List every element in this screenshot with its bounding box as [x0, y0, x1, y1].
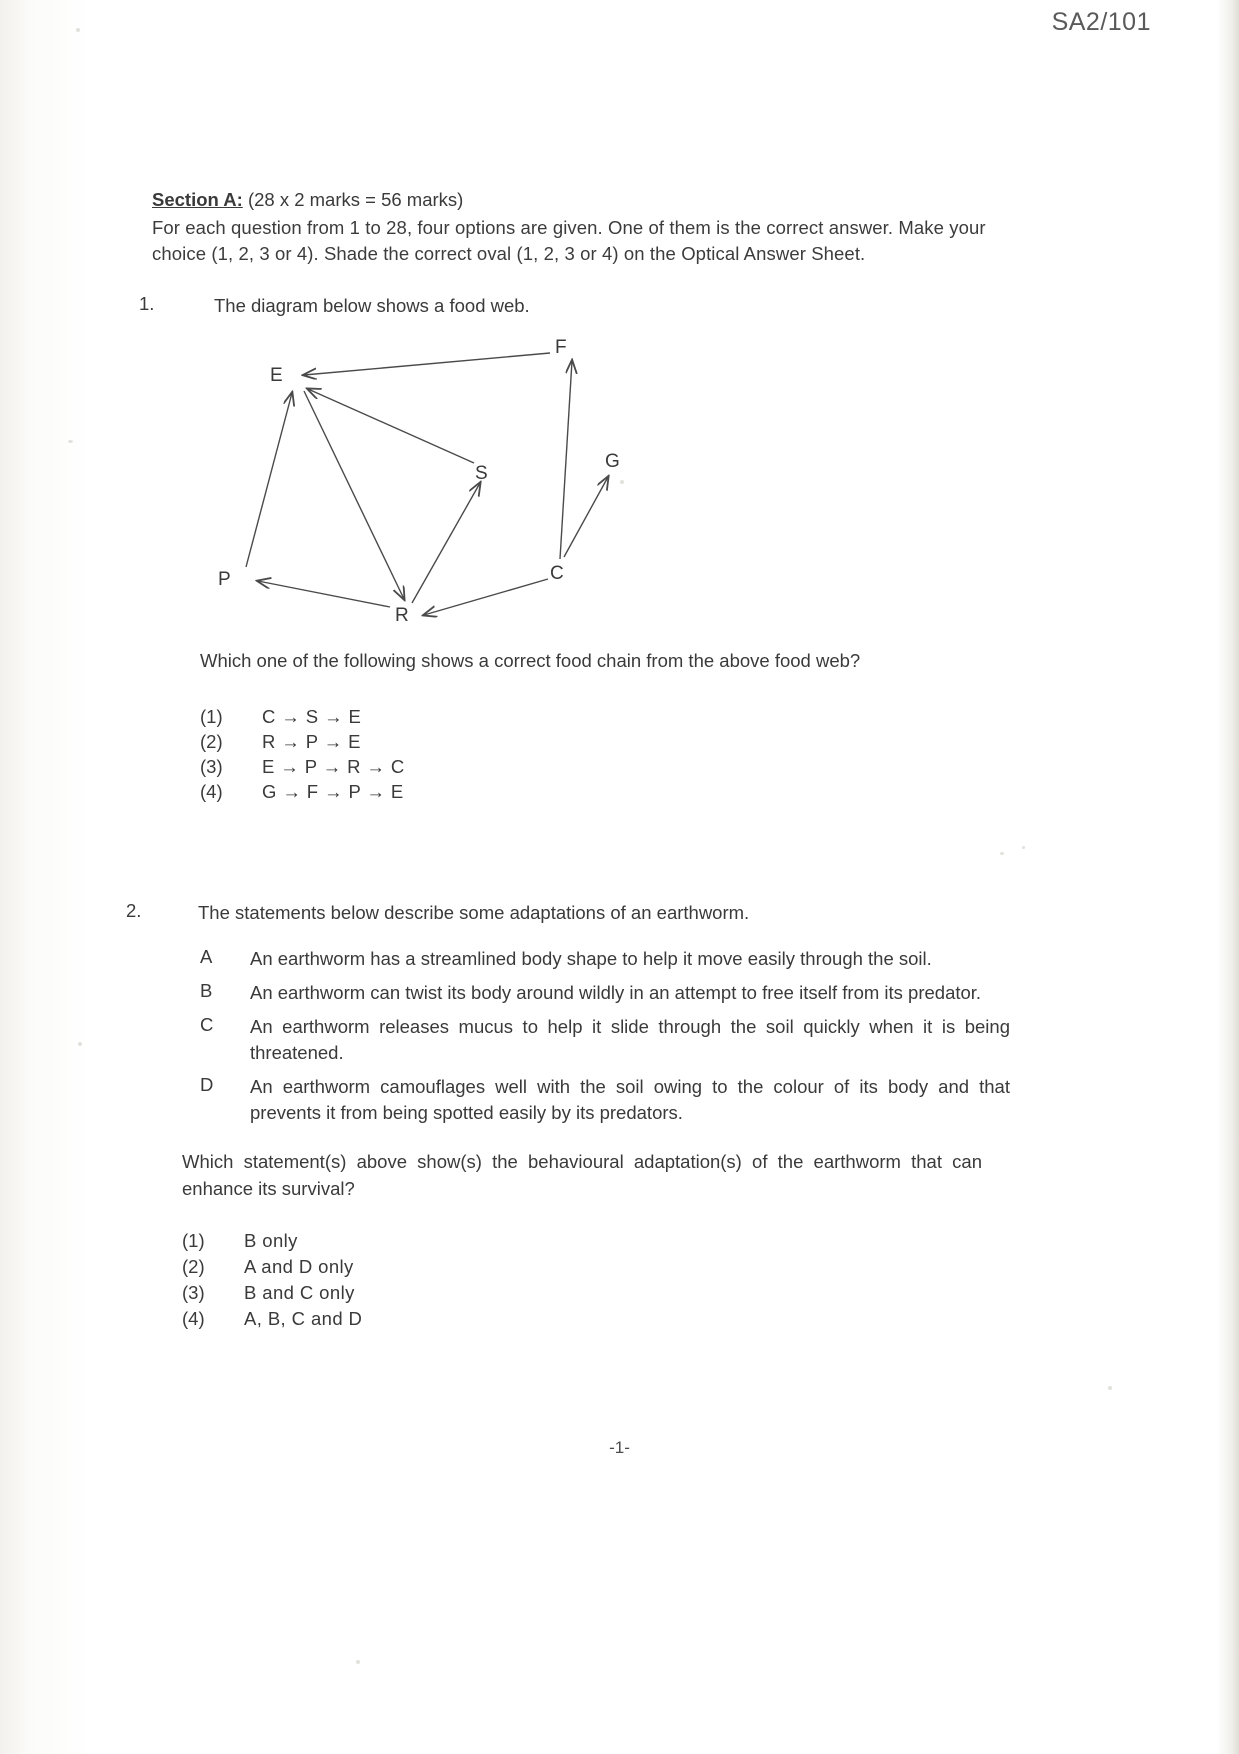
option-row[interactable] [182, 1228, 1022, 1254]
question-stem: The diagram below shows a food web. [214, 295, 530, 316]
scan-speck [76, 28, 80, 32]
statement-text: An earthworm camouflages well with the soil owing to the colour of its body and that prevents it from being spotted easily by its predators. [250, 1076, 1010, 1123]
scan-speck [1022, 846, 1025, 849]
statement-row [200, 1074, 1022, 1126]
node-label-P: P [218, 569, 231, 590]
statement-text: An earthworm can twist its body around wildly in an attempt to free itself from its predator. [250, 982, 982, 1003]
option-key: (4) [200, 781, 223, 802]
option-key: (1) [182, 1230, 205, 1251]
option-row[interactable] [200, 779, 1022, 804]
question-stem: The statements below describe some adaptations of an earthworm. [198, 902, 750, 923]
statement-key: A [200, 946, 213, 967]
question-1 [139, 293, 1022, 804]
option-key: (2) [182, 1256, 205, 1277]
option-text: C → S → E [262, 706, 362, 727]
question-2-sub-question: Which statement(s) above show(s) the behavioural adaptation(s) of the earthworm that can enhance its survival? [182, 1151, 982, 1199]
node-label-R: R [395, 605, 409, 626]
option-text: B and C only [244, 1282, 355, 1303]
section-instructions: For each question from 1 to 28, four options are given. One of them is the correct answer. Make your choice (1, 2, 3 or 4). Shade the correct oval (1, 2, 3 or 4) on the Optical Answer Sheet. [152, 217, 986, 264]
question-number: 1. [139, 293, 155, 314]
option-key: (3) [200, 756, 223, 777]
option-text: R → P → E [262, 731, 361, 752]
node-label-C: C [550, 563, 564, 584]
node-label-G: G [605, 451, 620, 472]
statement-text: An earthworm has a streamlined body shape to help it move easily through the soil. [250, 948, 932, 969]
option-row[interactable] [182, 1280, 1022, 1306]
option-row[interactable] [182, 1254, 1022, 1280]
page-number: -1- [609, 1438, 630, 1457]
option-row[interactable] [200, 704, 1022, 729]
scan-speck [78, 1042, 82, 1046]
statement-key: C [200, 1014, 214, 1035]
option-key: (3) [182, 1282, 205, 1303]
document-body [126, 186, 1022, 1332]
node-label-S: S [475, 463, 488, 484]
scan-speck [68, 440, 73, 443]
question-1-sub-question: Which one of the following shows a correct food chain from the above food web? [200, 650, 861, 671]
statement-text: An earthworm releases mucus to help it slide through the soil quickly when it is being threatened. [250, 1016, 1010, 1063]
option-text: A and D only [244, 1256, 354, 1277]
exam-code: SA2/101 [1051, 8, 1151, 36]
question-2 [126, 900, 1022, 1332]
statement-row [200, 1014, 1022, 1066]
scan-speck [1108, 1386, 1112, 1390]
option-key: (1) [200, 706, 223, 727]
scan-speck [356, 1660, 360, 1664]
food-web-diagram [212, 331, 732, 631]
option-text: G → F → P → E [262, 781, 404, 802]
option-text: B only [244, 1230, 298, 1251]
option-text: E → P → R → C [262, 756, 405, 777]
statement-row [200, 946, 1022, 972]
section-heading [152, 186, 1022, 213]
question-number: 2. [126, 900, 142, 921]
node-label-E: E [270, 365, 283, 386]
question-2-statements [200, 946, 1022, 1126]
node-label-F: F [555, 337, 567, 358]
option-row[interactable] [182, 1306, 1022, 1332]
page-edge-shadow [1217, 0, 1239, 1754]
option-text: A, B, C and D [244, 1308, 363, 1329]
question-2-options [182, 1228, 1022, 1332]
option-key: (2) [200, 731, 223, 752]
question-1-options [200, 704, 1022, 804]
section-title: Section A: [152, 189, 243, 210]
option-key: (4) [182, 1308, 205, 1329]
option-row[interactable] [200, 754, 1022, 779]
section-marks: (28 x 2 marks = 56 marks) [247, 189, 464, 210]
statement-row [200, 980, 1022, 1006]
statement-key: D [200, 1074, 214, 1095]
option-row[interactable] [200, 729, 1022, 754]
statement-key: B [200, 980, 213, 1001]
